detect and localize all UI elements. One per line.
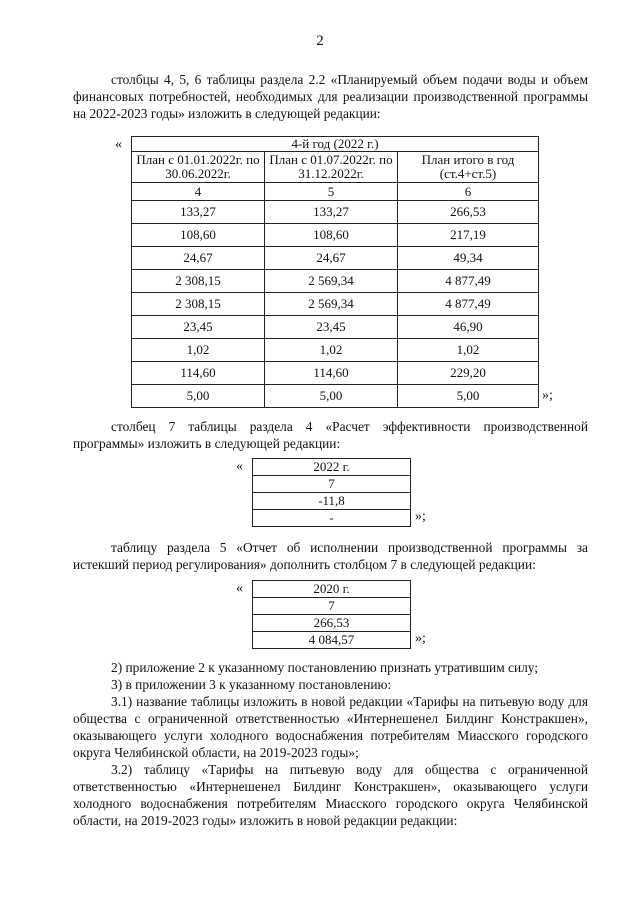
table1-col-number: 6 [398, 183, 539, 201]
table-cell: 133,27 [265, 201, 398, 224]
item-3-1: 3.1) название таблицы изложить в новой редакции «Тарифы на питьевую воду для общества с ограниченной ответственностью «Интернешенел Билдинг Констракшен», оказывающего услуги холодного водоснабжения потребителям Миасского городского округа Челябинской области, на 2019-2023 годы»; [73, 694, 588, 760]
table-cell: 2 569,34 [265, 293, 398, 316]
table2-close-quote: »; [415, 509, 426, 524]
table-cell: 23,45 [265, 316, 398, 339]
table-cell: 108,60 [265, 224, 398, 247]
page-number: 2 [316, 33, 324, 49]
table1-header: План с 01.01.2022г. по 30.06.2022г. [132, 152, 265, 183]
table-row [253, 476, 411, 493]
table-cell: -11,8 [253, 493, 411, 510]
table-cell: 266,53 [398, 201, 539, 224]
report-table [252, 580, 411, 649]
table-row [132, 247, 539, 270]
table-cell: 2 308,15 [132, 270, 265, 293]
table-cell: 114,60 [132, 362, 265, 385]
table-row [132, 224, 539, 247]
table-cell: 217,19 [398, 224, 539, 247]
table-cell: 1,02 [265, 339, 398, 362]
table1-col-number: 5 [265, 183, 398, 201]
table-cell: 2022 г. [253, 459, 411, 476]
table-cell: 5,00 [265, 385, 398, 408]
table1-col-number: 4 [132, 183, 265, 201]
table-row [253, 581, 411, 598]
table1-header: План итого в год (ст.4+ст.5) [398, 152, 539, 183]
table-row [253, 632, 411, 649]
table-cell: 46,90 [398, 316, 539, 339]
table-cell: 7 [253, 598, 411, 615]
table-cell: 24,67 [265, 247, 398, 270]
table-row [253, 510, 411, 527]
table-row [132, 362, 539, 385]
table-cell: 4 877,49 [398, 270, 539, 293]
table-cell: 4 084,57 [253, 632, 411, 649]
table-row [253, 615, 411, 632]
table-cell: 4 877,49 [398, 293, 539, 316]
table3-close-quote: »; [415, 631, 426, 646]
table-cell: 24,67 [132, 247, 265, 270]
item-2: 2) приложение 2 к указанному постановлению признать утратившим силу; [111, 660, 539, 675]
table-row [132, 201, 539, 224]
table-cell: 5,00 [132, 385, 265, 408]
table-cell: 5,00 [398, 385, 539, 408]
table-cell: 2020 г. [253, 581, 411, 598]
table-cell: - [253, 510, 411, 527]
table-cell: 1,02 [132, 339, 265, 362]
table-cell: 2 308,15 [132, 293, 265, 316]
table-cell: 266,53 [253, 615, 411, 632]
item-3: 3) в приложении 3 к указанному постановлению: [111, 677, 392, 692]
table-row [132, 270, 539, 293]
table-row [253, 459, 411, 476]
table1-header: План с 01.07.2022г. по 31.12.2022г. [265, 152, 398, 183]
table-row [253, 598, 411, 615]
intro-paragraph: столбцы 4, 5, 6 таблицы раздела 2.2 «Планируемый объем подачи воды и объем финансовых потребностей, необходимых для реализации производственной программы на 2022-2023 годы» изложить в следующей редакции: [73, 72, 588, 121]
para-report: таблицу раздела 5 «Отчет об исполнении производственной программы за истекший период регулирования» дополнить столбцом 7 в следующей редакции: [73, 540, 588, 572]
table-cell: 133,27 [132, 201, 265, 224]
table-cell: 23,45 [132, 316, 265, 339]
efficiency-table [252, 458, 411, 527]
table-cell: 108,60 [132, 224, 265, 247]
table-row [253, 493, 411, 510]
table3-open-quote: « [236, 581, 243, 596]
table-cell: 1,02 [398, 339, 539, 362]
table2-open-quote: « [236, 459, 243, 474]
table-cell: 229,20 [398, 362, 539, 385]
planned-volume-table [131, 136, 539, 408]
table1-close-quote: »; [542, 388, 553, 403]
table1-open-quote: « [115, 137, 122, 152]
table-row [132, 385, 539, 408]
table-cell: 49,34 [398, 247, 539, 270]
table-row [132, 293, 539, 316]
table-cell: 114,60 [265, 362, 398, 385]
table-row [132, 339, 539, 362]
table-cell: 7 [253, 476, 411, 493]
item-3-2: 3.2) таблицу «Тарифы на питьевую воду для общества с ограниченной ответственностью «Интернешенел Билдинг Констракшен», оказывающего услуги холодного водоснабжения потребителям Миасского городского округа Челябинской области, на 2019-2023 годы» изложить в новой редакции редакции: [73, 762, 588, 828]
table-cell: 2 569,34 [265, 270, 398, 293]
table1-caption: 4-й год (2022 г.) [132, 137, 539, 152]
table-row [132, 316, 539, 339]
para-efficiency: столбец 7 таблицы раздела 4 «Расчет эффективности производственной программы» изложить в следующей редакции: [73, 419, 588, 451]
